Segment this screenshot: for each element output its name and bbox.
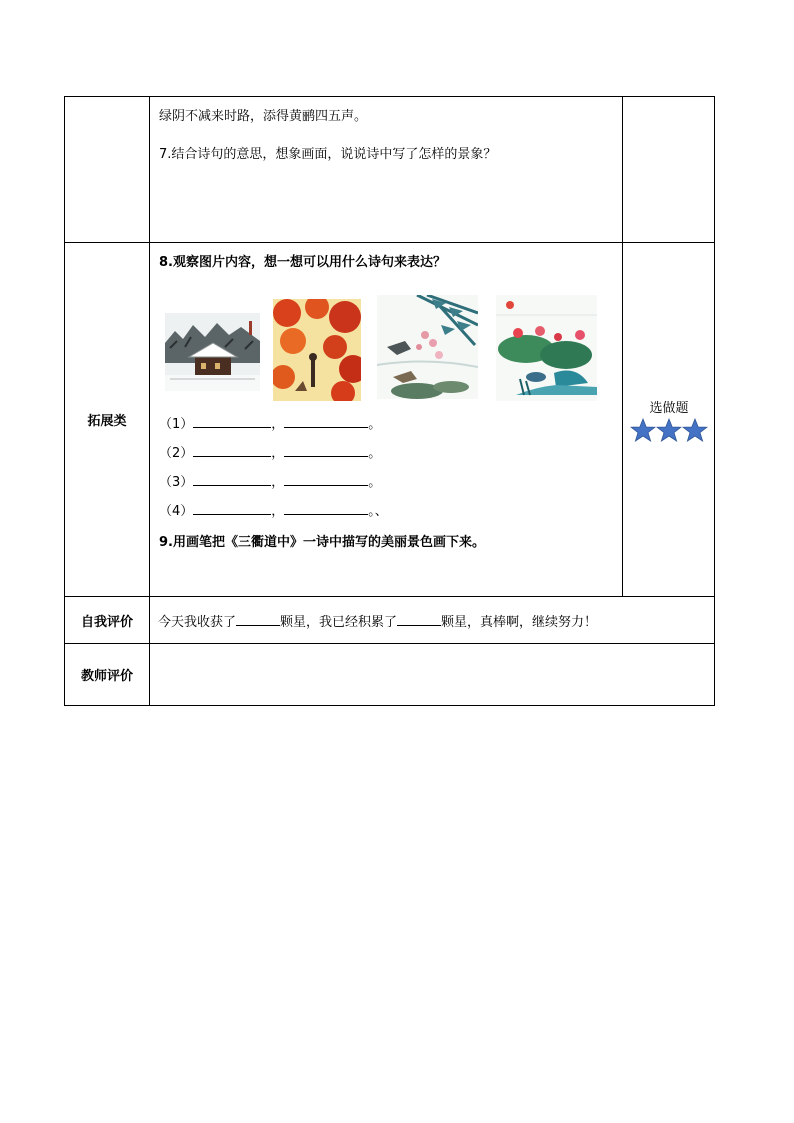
table-row — [65, 243, 715, 597]
content-cell-q8-q9 — [150, 243, 623, 597]
answer-blank[interactable] — [193, 443, 271, 457]
answer-number: （2） — [159, 446, 194, 461]
table-row — [65, 597, 715, 644]
category-cell-empty — [65, 97, 150, 243]
star-icon — [682, 418, 708, 442]
lotus-pond-painting — [496, 295, 597, 401]
comma: ， — [271, 417, 285, 432]
table-row — [65, 97, 715, 243]
comma: ， — [271, 446, 285, 461]
difficulty-stars — [623, 418, 715, 442]
self-evaluation-text — [150, 611, 714, 630]
answer-number: （4） — [159, 504, 194, 519]
self-evaluation-cell — [150, 597, 715, 644]
period: 。 — [368, 475, 382, 490]
star-cell-empty — [623, 97, 715, 243]
optional-label: 选做题 — [649, 401, 689, 416]
answer-number: （1） — [159, 417, 194, 432]
star-count-blank[interactable] — [236, 612, 280, 626]
star-icon — [630, 418, 656, 442]
maple-leaves-painting — [273, 299, 361, 401]
content-cell-q7 — [150, 97, 623, 243]
self-eval-part: 颗星，我已经积累了 — [280, 614, 398, 630]
answer-blank[interactable] — [284, 443, 368, 457]
snow-cottage-painting — [165, 313, 260, 391]
worksheet-table — [64, 96, 715, 706]
period: 。、 — [368, 504, 388, 519]
question-7: 7.结合诗句的意思，想象画面，说说诗中写了怎样的景象？ — [159, 147, 497, 162]
category-label-extension: 拓展类 — [65, 243, 150, 597]
answer-blank[interactable] — [193, 472, 271, 486]
period: 。 — [368, 446, 382, 461]
category-label-teacher-evaluation: 教师评价 — [65, 644, 150, 706]
answer-blank[interactable] — [284, 414, 368, 428]
answer-number: （3） — [159, 475, 194, 490]
category-label-self-evaluation: 自我评价 — [65, 597, 150, 644]
self-eval-part: 颗星，真棒啊，继续努力！ — [441, 614, 598, 630]
answer-line-4 — [159, 500, 388, 519]
answer-line-2 — [159, 442, 381, 461]
self-eval-part: 今天我收获了 — [158, 614, 237, 630]
answer-blank[interactable] — [284, 501, 368, 515]
star-icon — [656, 418, 682, 442]
question-8: 8.观察图片内容，想一想可以用什么诗句来表达？ — [159, 255, 446, 270]
birds-bamboo-painting — [377, 295, 478, 399]
comma: ， — [271, 475, 285, 490]
total-star-blank[interactable] — [397, 612, 441, 626]
comma: ， — [271, 504, 285, 519]
answer-blank[interactable] — [193, 501, 271, 515]
answer-blank[interactable] — [284, 472, 368, 486]
period: 。 — [368, 417, 382, 432]
teacher-evaluation-cell[interactable] — [150, 644, 715, 706]
table-row — [65, 644, 715, 706]
poem-line: 绿阴不减来时路，添得黄鹂四五声。 — [159, 109, 368, 124]
answer-line-3 — [159, 471, 381, 490]
question-9: 9.用画笔把《三衢道中》一诗中描写的美丽景色画下来。 — [159, 535, 485, 550]
answer-blank[interactable] — [193, 414, 271, 428]
star-cell-optional — [623, 243, 715, 597]
answer-line-1 — [159, 413, 381, 432]
